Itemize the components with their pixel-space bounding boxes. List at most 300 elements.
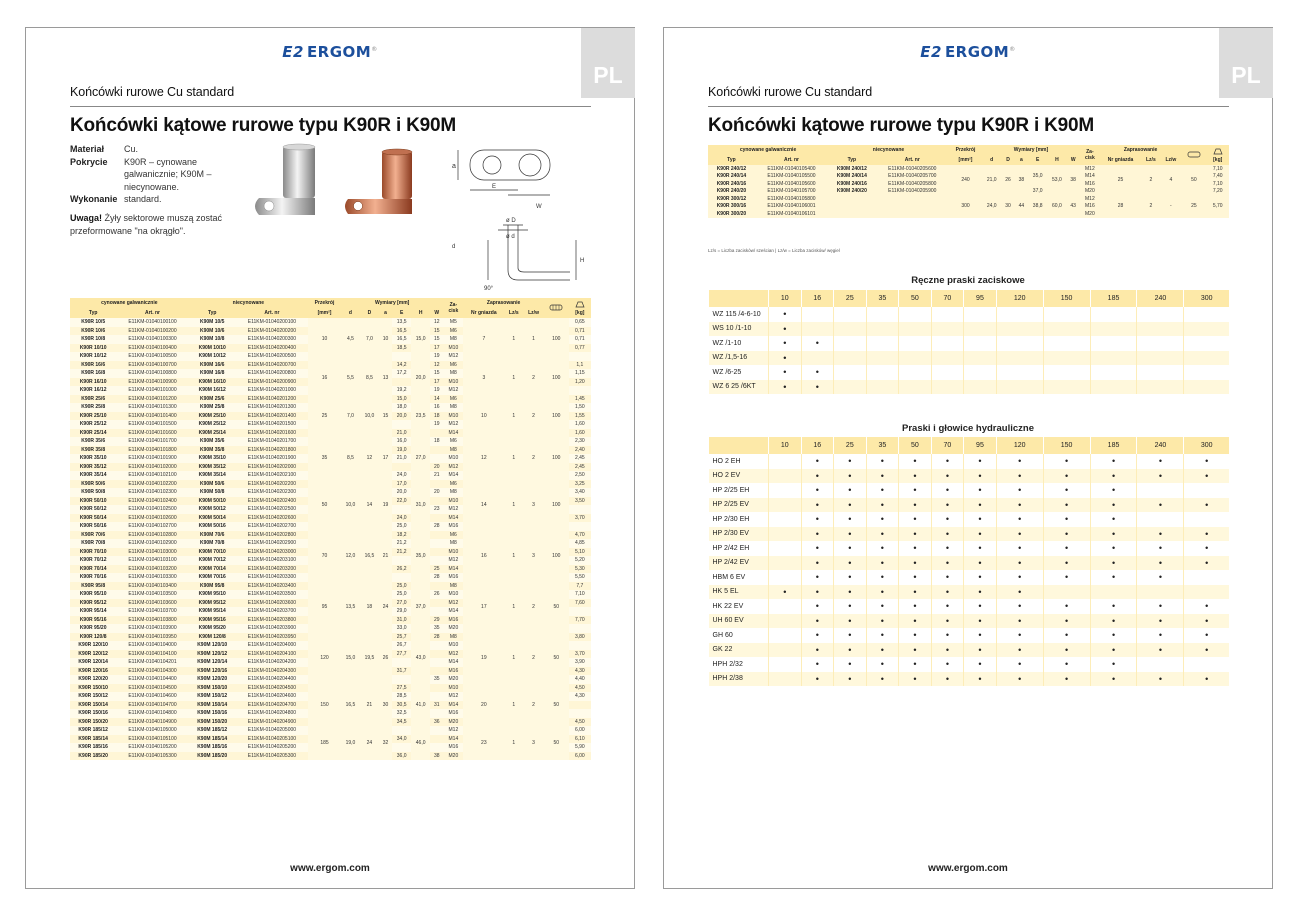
cell-W: 20 xyxy=(430,463,443,472)
tool-name: HP 2/30 EH xyxy=(709,512,769,527)
cell-E xyxy=(1028,165,1047,173)
compat-cell xyxy=(1184,570,1229,585)
tool-row xyxy=(709,541,1230,556)
tool-name: HP 2/25 EV xyxy=(709,498,769,513)
cell-type-tinned: K90R 50/14 xyxy=(70,514,116,523)
compat-cell xyxy=(769,599,802,614)
compat-cell: • xyxy=(834,614,867,629)
cell-W: 15 xyxy=(430,369,443,378)
cell-type-tinned: K90R 95/14 xyxy=(70,607,116,616)
cell-type-tinned: K90R 70/6 xyxy=(70,531,116,540)
compat-cell xyxy=(834,380,867,395)
compat-cell: • xyxy=(834,628,867,643)
cell-W: 28 xyxy=(430,522,443,531)
cell-type-untinned: K90M 35/14 xyxy=(189,471,236,480)
cell-E xyxy=(392,352,411,361)
cell-clamp: M20 xyxy=(443,624,463,633)
tool-name: HP 2/25 EH xyxy=(709,483,769,498)
cell-cross-section: 300 xyxy=(949,195,982,218)
cell-W: 38 xyxy=(430,752,443,761)
tool-name: GH 60 xyxy=(709,628,769,643)
cell-artnr: E11KM-01040103800 xyxy=(116,616,188,625)
cell-artnr: E11KM-01040100300 xyxy=(116,335,188,344)
compat-cell: • xyxy=(996,585,1043,600)
cell-clamp: M10 xyxy=(443,548,463,557)
cell-weight: 2,45 xyxy=(569,454,591,463)
compat-cell: • xyxy=(1043,570,1090,585)
cell-artnr: E11KM-01040103600 xyxy=(116,599,188,608)
cell-E: 25,0 xyxy=(392,522,411,531)
cell-clamp: M12 xyxy=(443,599,463,608)
cell-type-untinned: K90M 10/6 xyxy=(189,327,236,336)
compat-cell: • xyxy=(899,527,932,542)
tool-row xyxy=(709,498,1230,513)
cell-type-tinned: K90R 300/20 xyxy=(708,210,755,218)
cell-artnr: E11KM-01040102200 xyxy=(116,480,188,489)
cell-H: 23,5 xyxy=(411,395,430,438)
cell-type-untinned: K90M 120/8 xyxy=(189,633,236,642)
compat-cell: • xyxy=(931,614,964,629)
cell-D: 7,0 xyxy=(360,318,379,361)
cell-type-tinned: K90R 240/16 xyxy=(708,180,755,188)
ergom-logo: E2 ERGOM® xyxy=(282,43,378,61)
cell-package: 50 xyxy=(544,684,569,727)
cell-artnr: E11KM-01040203800 xyxy=(236,616,308,625)
compat-cell: • xyxy=(1043,454,1090,469)
cell-artnr: E11KM-01040200900 xyxy=(236,378,308,387)
cell-artnr: E11KM-01040103100 xyxy=(116,556,188,565)
th-crimping: Zaprasowanie xyxy=(1100,145,1181,155)
technical-drawing xyxy=(448,140,588,292)
cell-clamp: M16 xyxy=(443,667,463,676)
cell-artnr: E11KM-01040204500 xyxy=(236,684,308,693)
compat-cell xyxy=(1043,336,1090,351)
cell-a: 30 xyxy=(379,684,392,727)
footer-website: www.ergom.com xyxy=(290,863,370,874)
compat-cell xyxy=(996,380,1043,395)
compat-cell xyxy=(1184,585,1229,600)
cell-artnr: E11KM-01040202800 xyxy=(236,531,308,540)
spec-value: standard. xyxy=(124,194,162,204)
cell-clamp: M16 xyxy=(443,573,463,582)
cell-clamp: M12 xyxy=(443,463,463,472)
compat-cell: • xyxy=(964,585,997,600)
page-title: Końcówki kątowe rurowe typu K90R i K90M xyxy=(708,115,1095,136)
compat-cell: • xyxy=(866,512,899,527)
th-size: 35 xyxy=(866,437,899,454)
cell-type-tinned: K90R 50/8 xyxy=(70,488,116,497)
cell-artnr: E11KM-01040104500 xyxy=(116,684,188,693)
cell-weight: 6,10 xyxy=(569,735,591,744)
cell-H: 53,0 xyxy=(1047,165,1066,195)
th-E: E xyxy=(392,308,411,318)
tool-name: WZ 6 25 /6KT xyxy=(709,380,769,395)
cell-E: 36,0 xyxy=(392,752,411,761)
compat-cell xyxy=(1137,585,1184,600)
cell-W xyxy=(430,582,443,591)
th-type: Typ xyxy=(70,308,116,318)
compat-cell: • xyxy=(1090,454,1137,469)
compat-cell: • xyxy=(931,599,964,614)
compat-cell xyxy=(866,336,899,351)
tool-name: HK 22 EV xyxy=(709,599,769,614)
cell-W: 31 xyxy=(430,701,443,710)
cell-weight xyxy=(569,522,591,531)
compat-cell: • xyxy=(769,336,802,351)
cell-W xyxy=(430,531,443,540)
cell-type-untinned: K90M 120/20 xyxy=(189,675,236,684)
cell-artnr: E11KM-01040105400 xyxy=(755,165,828,173)
tool-name: WZ /6-25 xyxy=(709,365,769,380)
cell-W: 17 xyxy=(430,344,443,353)
tool-row xyxy=(709,483,1230,498)
spec-key: Materiał xyxy=(70,144,105,154)
tool-row xyxy=(709,527,1230,542)
compat-cell: • xyxy=(964,454,997,469)
cell-artnr: E11KM-01040103400 xyxy=(116,582,188,591)
cell-E xyxy=(392,556,411,565)
cell-H: 31,0 xyxy=(411,480,430,531)
cell-type-tinned: K90R 50/12 xyxy=(70,505,116,514)
cell-weight: 1,60 xyxy=(569,420,591,429)
tool-name: WZ /1-10 xyxy=(709,336,769,351)
cell-clamp: M12 xyxy=(443,556,463,565)
compat-cell: • xyxy=(1137,643,1184,658)
manual-tools-title: Ręczne praski zaciskowe xyxy=(911,275,1025,286)
spec-key: Pokrycie xyxy=(70,156,108,167)
cell-type-untinned: K90M 10/10 xyxy=(189,344,236,353)
cell-clamp: M12 xyxy=(443,692,463,701)
cell-d: 12,0 xyxy=(341,531,360,582)
cell-weight: 3,70 xyxy=(569,514,591,523)
cell-lzs: 1 xyxy=(504,395,523,438)
cell-artnr: E11KM-01040200100 xyxy=(236,318,308,327)
cell-type-untinned: K90M 150/10 xyxy=(189,684,236,693)
cell-type-untinned: K90M 16/10 xyxy=(189,378,236,387)
th-clamp: Za- cisk xyxy=(443,298,463,318)
compat-cell: • xyxy=(1090,599,1137,614)
cell-W: 17 xyxy=(430,378,443,387)
cell-artnr: E11KM-01040203200 xyxy=(236,565,308,574)
th-size: 16 xyxy=(801,290,834,307)
th-size: 16 xyxy=(801,437,834,454)
cell-weight: 1,1 xyxy=(569,361,591,370)
compat-cell: • xyxy=(1137,570,1184,585)
cell-W xyxy=(430,692,443,701)
cell-W: 35 xyxy=(430,675,443,684)
compat-cell xyxy=(769,628,802,643)
cell-weight: 5,10 xyxy=(569,548,591,557)
cell-type-tinned: K90R 150/10 xyxy=(70,684,116,693)
cell-E: 22,0 xyxy=(392,497,411,506)
cell-artnr: E11KM-01040104300 xyxy=(116,667,188,676)
compat-cell: • xyxy=(1043,599,1090,614)
compat-cell: • xyxy=(1184,454,1229,469)
compat-cell xyxy=(834,307,867,322)
compat-cell xyxy=(931,380,964,395)
manual-tools-matrix xyxy=(708,290,1229,394)
compat-cell: • xyxy=(801,643,834,658)
cell-type-tinned: K90R 16/8 xyxy=(70,369,116,378)
cell-artnr: E11KM-01040105500 xyxy=(755,173,828,181)
compat-cell: • xyxy=(801,672,834,687)
th-untinned: niecynowane xyxy=(189,298,308,308)
cell-type-untinned: K90M 50/6 xyxy=(189,480,236,489)
cell-artnr: E11KM-01040102000 xyxy=(116,463,188,472)
compat-cell: • xyxy=(899,541,932,556)
compat-cell xyxy=(1043,322,1090,337)
cell-artnr: E11KM-01040103200 xyxy=(116,565,188,574)
cell-D: 10,0 xyxy=(360,395,379,438)
cell-die: 14 xyxy=(463,480,504,531)
compat-cell: • xyxy=(1184,599,1229,614)
cell-weight: 1,45 xyxy=(569,395,591,404)
cell-artnr: E11KM-01040106101 xyxy=(755,210,828,218)
cell-cross-section: 25 xyxy=(308,395,341,438)
cell-artnr: E11KM-01040200300 xyxy=(236,335,308,344)
cell-artnr: E11KM-01040205200 xyxy=(236,743,308,752)
compat-cell: • xyxy=(866,556,899,571)
cell-D: 14 xyxy=(360,480,379,531)
cell-artnr: E11KM-01040200400 xyxy=(236,344,308,353)
compat-cell: • xyxy=(996,541,1043,556)
lug-spec-table xyxy=(70,298,591,760)
cell-W: 21 xyxy=(430,471,443,480)
cell-E xyxy=(392,658,411,667)
cell-type-untinned: K90M 25/14 xyxy=(189,429,236,438)
compat-cell xyxy=(1184,380,1229,395)
cell-artnr: E11KM-01040202400 xyxy=(236,497,308,506)
cell-W xyxy=(430,497,443,506)
compat-cell: • xyxy=(1137,556,1184,571)
cell-E: 17,0 xyxy=(392,480,411,489)
cell-lzs: 2 xyxy=(1141,165,1160,195)
cell-artnr: E11KM-01040201900 xyxy=(236,454,308,463)
compat-cell xyxy=(996,322,1043,337)
cell-cross-section: 10 xyxy=(308,318,341,361)
cell-artnr: E11KM-01040101900 xyxy=(116,454,188,463)
cell-clamp: M8 xyxy=(443,446,463,455)
cell-weight: 3,80 xyxy=(569,633,591,642)
cell-E: 38,8 xyxy=(1028,203,1047,211)
th-size: 185 xyxy=(1090,437,1137,454)
th-size: 35 xyxy=(866,290,899,307)
cell-clamp: M10 xyxy=(443,684,463,693)
divider xyxy=(70,106,591,107)
compat-cell: • xyxy=(1090,556,1137,571)
cell-lzs: 1 xyxy=(504,726,523,760)
compat-cell: • xyxy=(964,628,997,643)
cell-die: 25 xyxy=(1100,165,1141,195)
cell-E: 27,7 xyxy=(392,650,411,659)
cell-weight xyxy=(1206,195,1229,203)
cell-lzw: 2 xyxy=(523,395,544,438)
cell-D: 12 xyxy=(360,437,379,480)
cell-artnr: E11KM-01040200700 xyxy=(236,361,308,370)
cell-E: 31,7 xyxy=(392,667,411,676)
compat-cell: • xyxy=(1090,512,1137,527)
compat-cell: • xyxy=(866,498,899,513)
cell-die: 19 xyxy=(463,633,504,684)
compat-cell: • xyxy=(1090,672,1137,687)
cell-artnr: E11KM-01040201700 xyxy=(236,437,308,446)
compat-cell xyxy=(769,672,802,687)
compat-cell xyxy=(1137,307,1184,322)
cell-weight xyxy=(569,709,591,718)
table-row xyxy=(70,633,591,642)
cell-weight: 5,20 xyxy=(569,556,591,565)
compat-cell: • xyxy=(1184,628,1229,643)
cell-weight: 1,15 xyxy=(569,369,591,378)
cell-W: 23 xyxy=(430,505,443,514)
cell-type-untinned: K90M 185/14 xyxy=(189,735,236,744)
compat-cell: • xyxy=(1090,483,1137,498)
spec-value: K90R – cynowane galwanicznie; K90M – niecynowane. xyxy=(124,156,212,192)
cell-W: 19 xyxy=(430,386,443,395)
cell-type-tinned: K90R 95/8 xyxy=(70,582,116,591)
cell-weight: 3,25 xyxy=(569,480,591,489)
cell-artnr: E11KM-01040100500 xyxy=(116,352,188,361)
tool-name: HP 2/42 EV xyxy=(709,556,769,571)
cell-artnr: E11KM-01040202300 xyxy=(236,488,308,497)
cell-type-tinned: K90R 240/12 xyxy=(708,165,755,173)
cell-type-tinned: K90R 25/10 xyxy=(70,412,116,421)
compat-cell: • xyxy=(834,556,867,571)
th-size: 150 xyxy=(1043,290,1090,307)
cell-weight xyxy=(569,352,591,361)
compat-cell: • xyxy=(899,454,932,469)
cell-E: 19,0 xyxy=(392,446,411,455)
cell-type-tinned: K90R 25/6 xyxy=(70,395,116,404)
compat-cell: • xyxy=(1043,672,1090,687)
cell-type-untinned: K90M 10/5 xyxy=(189,318,236,327)
cell-weight xyxy=(569,505,591,514)
cell-type-untinned: K90M 150/14 xyxy=(189,701,236,710)
cell-artnr: E11KM-01040204000 xyxy=(236,641,308,650)
cell-package: 50 xyxy=(1181,165,1206,195)
compat-cell: • xyxy=(996,469,1043,484)
compat-cell: • xyxy=(899,672,932,687)
compat-cell: • xyxy=(866,628,899,643)
cell-type-untinned: K90M 120/12 xyxy=(189,650,236,659)
th-size: 10 xyxy=(769,437,802,454)
compat-cell: • xyxy=(769,307,802,322)
compat-cell: • xyxy=(996,527,1043,542)
cell-type-untinned: K90M 120/10 xyxy=(189,641,236,650)
tool-row xyxy=(709,307,1230,322)
cell-type-tinned: K90R 120/16 xyxy=(70,667,116,676)
label-E: E xyxy=(492,184,497,190)
th-size: 70 xyxy=(931,290,964,307)
cell-lzs: 1 xyxy=(504,480,523,531)
cell-E: 16,0 xyxy=(392,437,411,446)
cell-lzs: 1 xyxy=(504,582,523,633)
compat-cell: • xyxy=(1137,541,1184,556)
th-mm2: [mm²] xyxy=(308,308,341,318)
cell-cross-section: 240 xyxy=(949,165,982,195)
compat-cell: • xyxy=(1090,614,1137,629)
cell-W xyxy=(430,743,443,752)
cell-W: 28 xyxy=(430,633,443,642)
cell-clamp: M12 xyxy=(443,505,463,514)
compat-cell: • xyxy=(801,570,834,585)
cell-d: 19,0 xyxy=(341,726,360,760)
compat-cell xyxy=(931,365,964,380)
compat-cell: • xyxy=(1043,512,1090,527)
compat-cell: • xyxy=(996,657,1043,672)
cell-E xyxy=(392,505,411,514)
cell-weight: 4,30 xyxy=(569,667,591,676)
compat-cell: • xyxy=(1090,657,1137,672)
compat-cell xyxy=(866,351,899,366)
cell-cross-section: 185 xyxy=(308,726,341,760)
cell-type-tinned: K90R 70/10 xyxy=(70,548,116,557)
cell-artnr: E11KM-01040204900 xyxy=(236,718,308,727)
cell-cross-section: 16 xyxy=(308,361,341,395)
cell-clamp: M20 xyxy=(443,675,463,684)
compat-cell: • xyxy=(996,599,1043,614)
cell-type-tinned: K90R 95/10 xyxy=(70,590,116,599)
compat-cell xyxy=(1090,336,1137,351)
compat-cell: • xyxy=(866,672,899,687)
tool-name: WS 10 /1-10 xyxy=(709,322,769,337)
cell-type-tinned: K90R 35/6 xyxy=(70,437,116,446)
cell-W xyxy=(430,599,443,608)
section-title: Końcówki rurowe Cu standard xyxy=(70,85,235,99)
cell-E: 28,5 xyxy=(392,692,411,701)
cell-type-untinned: K90M 150/12 xyxy=(189,692,236,701)
compat-cell xyxy=(1043,351,1090,366)
cell-type-untinned: K90M 70/8 xyxy=(189,539,236,548)
cell-type-untinned: K90M 150/20 xyxy=(189,718,236,727)
compat-cell xyxy=(1090,307,1137,322)
cell-weight: 3,40 xyxy=(569,488,591,497)
cell-a: 21 xyxy=(379,531,392,582)
cell-weight: 1,55 xyxy=(569,412,591,421)
cell-W: 19 xyxy=(430,420,443,429)
cell-E xyxy=(392,463,411,472)
cell-type-untinned: K90M 95/14 xyxy=(189,607,236,616)
compat-cell: • xyxy=(964,483,997,498)
cell-H: 27,0 xyxy=(411,437,430,480)
cell-artnr: E11KM-01040102800 xyxy=(116,531,188,540)
cell-clamp: M14 xyxy=(443,565,463,574)
cell-H: 15,0 xyxy=(411,318,430,361)
compat-cell xyxy=(1137,483,1184,498)
cell-weight xyxy=(569,624,591,633)
compat-cell: • xyxy=(834,599,867,614)
th-H: H xyxy=(411,308,430,318)
cell-W xyxy=(430,735,443,744)
table-row xyxy=(70,361,591,370)
cell-type-tinned: K90R 185/12 xyxy=(70,726,116,735)
cell-clamp: M8 xyxy=(443,582,463,591)
package-icon xyxy=(1181,145,1206,165)
cell-lzs: 1 xyxy=(504,318,523,361)
cell-W: 20 xyxy=(430,488,443,497)
cell-weight: 7,40 xyxy=(1206,173,1229,181)
cell-artnr: E11KM-01040202700 xyxy=(236,522,308,531)
compat-cell xyxy=(964,365,997,380)
cell-clamp: M12 xyxy=(1080,195,1100,203)
cell-type-tinned: K90R 10/6 xyxy=(70,327,116,336)
th-size: 25 xyxy=(834,290,867,307)
cell-clamp: M6 xyxy=(443,327,463,336)
compat-cell: • xyxy=(964,657,997,672)
cell-type-tinned: K90R 150/20 xyxy=(70,718,116,727)
cell-artnr: E11KM-01040105700 xyxy=(755,188,828,196)
tool-name: GK 22 xyxy=(709,643,769,658)
